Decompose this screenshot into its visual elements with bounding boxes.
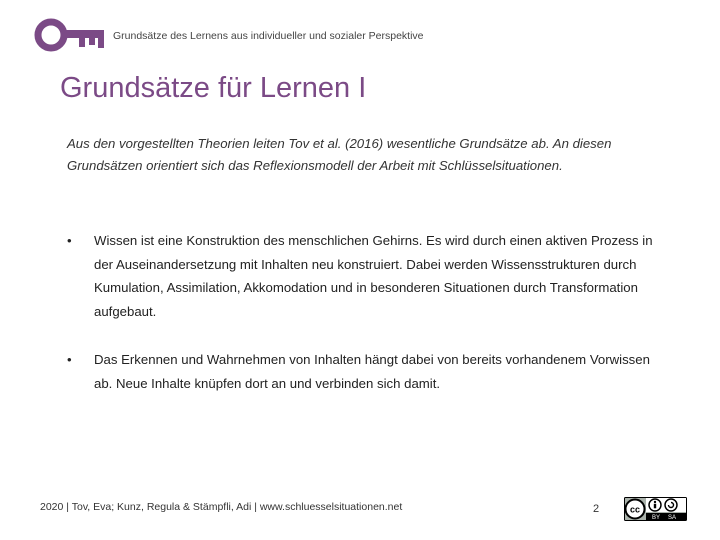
bullet-text: Das Erkennen und Wahrnehmen von Inhalten hängt dabei von bereits vorhandenem Vorwissen ab. Neue Inhalte knüpfen dort an und verbinden sich damit.	[94, 352, 650, 391]
key-icon	[34, 15, 106, 55]
bullet-item	[67, 229, 657, 323]
cc-by-sa-icon	[624, 497, 687, 521]
page-number: 2	[593, 503, 600, 515]
bullet-list	[67, 229, 657, 395]
license-by-text: BY	[651, 515, 661, 521]
license-cc-text: cc	[629, 504, 641, 515]
bullet-item	[67, 348, 657, 395]
bullet-marker: •	[67, 233, 72, 248]
bullet-text: Wissen ist eine Konstruktion des menschlichen Gehirns. Es wird durch einen aktiven Prozess in der Auseinandersetzung mit Inhalten neu konstruiert. Dabei werden Wissensstrukturen durch Kumulation, Assimilation, Akkomodation und in besonderen Situationen durch Transformation aufgebaut.	[94, 233, 653, 319]
license-sa-text: SA	[667, 515, 677, 521]
bullet-marker: •	[67, 352, 72, 367]
footer-credits: 2020 | Tov, Eva; Kunz, Regula & Stämpfli, Adi | www.schluesselsituationen.net	[40, 501, 403, 513]
page-title: Grundsätze für Lernen I	[60, 72, 367, 104]
intro-paragraph: Aus den vorgestellten Theorien leiten Tov et al. (2016) wesentliche Grundsätze ab. An diesen Grundsätzen orientiert sich das Reflexionsmodell der Arbeit mit Schlüsselsituationen.	[67, 136, 612, 173]
header-subtitle: Grundsätze des Lernens aus individueller und sozialer Perspektive	[113, 30, 424, 42]
